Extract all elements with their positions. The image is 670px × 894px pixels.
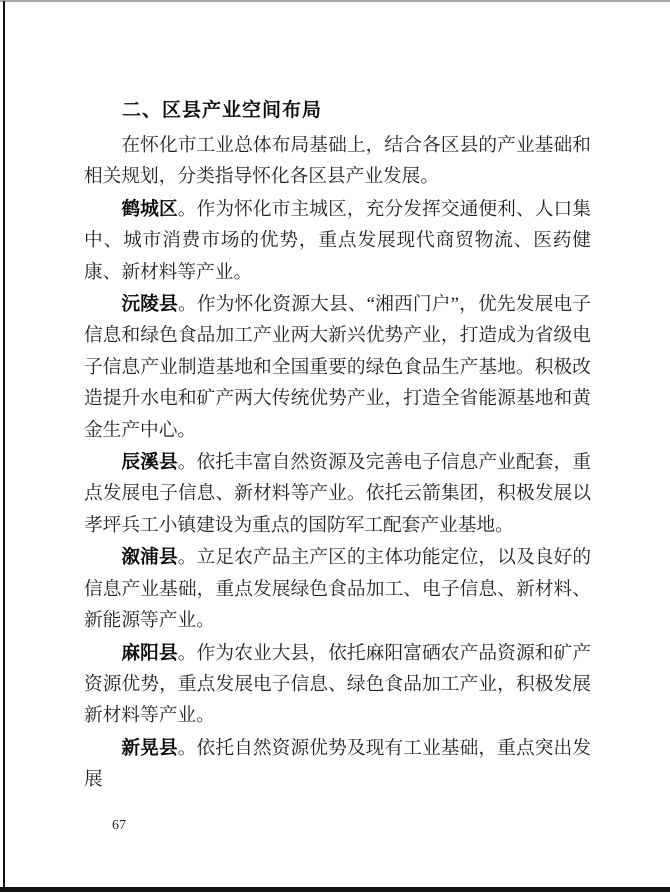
county-name: 麻阳县: [121, 641, 178, 663]
body-paragraph: [84, 193, 591, 288]
county-name: 溆浦县: [121, 546, 178, 568]
page-border-top: [0, 0, 670, 2]
page-content: [84, 96, 591, 796]
body-paragraph: [84, 637, 591, 732]
paragraph-text: 。作为农业大县，依托麻阳富硒农产品资源和矿产资源优势，重点发展电子信息、绿色食品加工产业，积极发展新材料等产业。: [84, 642, 592, 727]
paragraph-text: 。作为怀化市主城区，充分发挥交通便利、人口集中、城市消费市场的优势，重点发展现代商贸物流、医药健康、新材料等产业。: [84, 198, 592, 283]
body-paragraph: [84, 130, 591, 193]
paragraph-text: 。依托自然资源优势及现有工业基础，重点突出发展: [84, 737, 592, 791]
county-name: 辰溪县: [121, 451, 178, 473]
body-paragraph: [84, 732, 591, 796]
county-name: 沅陵县: [121, 293, 178, 315]
county-name: 鹤城区: [121, 197, 178, 219]
county-name: 新晃县: [121, 736, 178, 758]
section-heading: 二、区县产业空间布局: [122, 100, 323, 121]
body-paragraph: [84, 541, 591, 636]
page-number: 67: [112, 818, 126, 833]
body-paragraph: [84, 446, 591, 541]
paragraphs-container: [84, 130, 591, 796]
paragraph-text: 。作为怀化资源大县、“湘西门户”，优先发展电子信息和绿色食品加工产业两大新兴优势产业，打造成为省级电子信息产业制造基地和全国重要的绿色食品生产基地。积极改造提升水电和矿产两大传统优势产业，打造全省能源基地和黄金生产中心。: [84, 294, 591, 441]
paragraph-text: 。依托丰富自然资源及完善电子信息产业配套，重点发展电子信息、新材料等产业。依托云箭集团，积极发展以孝坪兵工小镇建设为重点的国防军工配套产业基地。: [84, 452, 592, 536]
body-paragraph: [84, 288, 591, 446]
paragraph-text: 。立足农产品主产区的主体功能定位，以及良好的信息产业基础，重点发展绿色食品加工、电子信息、新材料、新能源等产业。: [84, 547, 592, 632]
page-border-left: [3, 1, 5, 890]
paragraph-text: 在怀化市工业总体布局基础上，结合各区县的产业基础和相关规划，分类指导怀化各区县产业发展。: [84, 135, 591, 188]
page-border-bottom: [0, 887, 670, 892]
